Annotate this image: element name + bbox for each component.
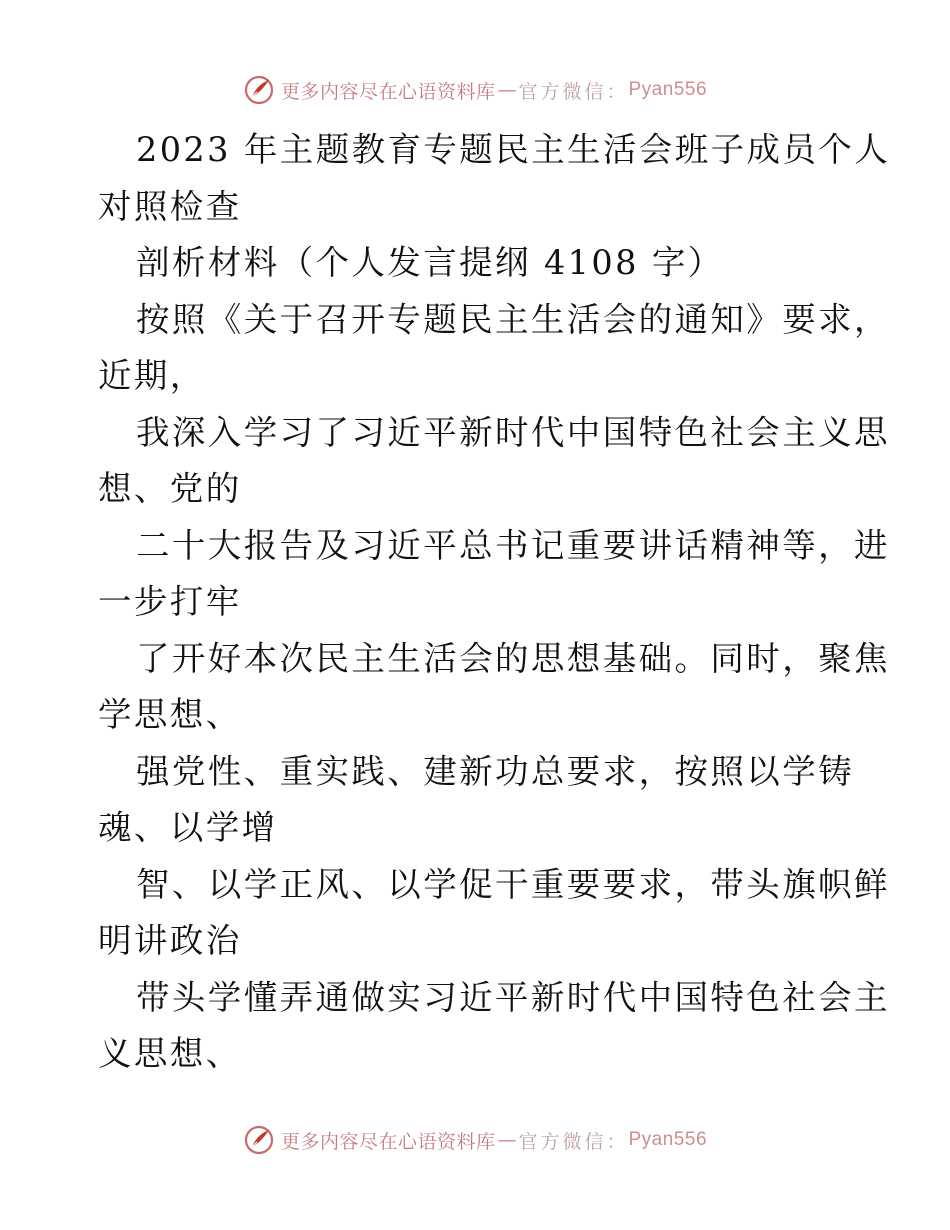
paragraph-line: 二十大报告及习近平总书记重要讲话精神等，进 [136,525,890,565]
paragraph-line: 想、党的 [98,469,242,508]
paragraph-line: 一步打牢 [98,582,242,621]
paragraph-line: 魂、以学增 [98,808,278,847]
watermark-wechat-label: 官方微信： [518,80,629,103]
watermark-brand: 更多内容尽在心语资料库 [280,1130,496,1153]
watermark-wechat-id: Pyan556 [628,1129,708,1150]
paragraph-line: 明讲政治 [98,921,242,960]
paragraph-line: 对照检查 [98,186,242,226]
quill-logo-icon [243,74,275,106]
watermark-wechat-id: Pyan556 [628,79,708,100]
quill-logo-icon [243,1124,275,1156]
paragraph-line: 带头学懂弄通做实习近平新时代中国特色社会主 [136,977,890,1017]
watermark-wechat-label: 官方微信： [518,1130,629,1153]
watermark-dash: — [497,79,517,101]
paragraph-line: 学思想、 [98,695,242,734]
watermark-dash: — [497,1129,517,1151]
paragraph-line: 义思想、 [98,1034,242,1073]
header-watermark [0,70,950,110]
footer-watermark [0,1120,950,1160]
watermark-brand: 更多内容尽在心语资料库 [280,80,496,103]
paragraph-line: 强党性、重实践、建新功总要求，按照以学铸 [136,751,854,791]
paragraph-line: 智、以学正风、以学促干重要要求，带头旗帜鲜 [136,864,890,904]
paragraph-line: 近期， [98,356,206,395]
document-body [98,122,891,1083]
paragraph-line: 按照《关于召开专题民主生活会的通知》要求， [136,299,890,339]
paragraph-line: 剖析材料（个人发言提纲 4108 字） [136,243,724,282]
paragraph-line: 我深入学习了习近平新时代中国特色社会主义思 [136,412,890,452]
paragraph-line: 2023 年主题教育专题民主生活会班子成员个人 [136,130,891,169]
paragraph-line: 了开好本次民主生活会的思想基础。同时，聚焦 [136,638,890,678]
